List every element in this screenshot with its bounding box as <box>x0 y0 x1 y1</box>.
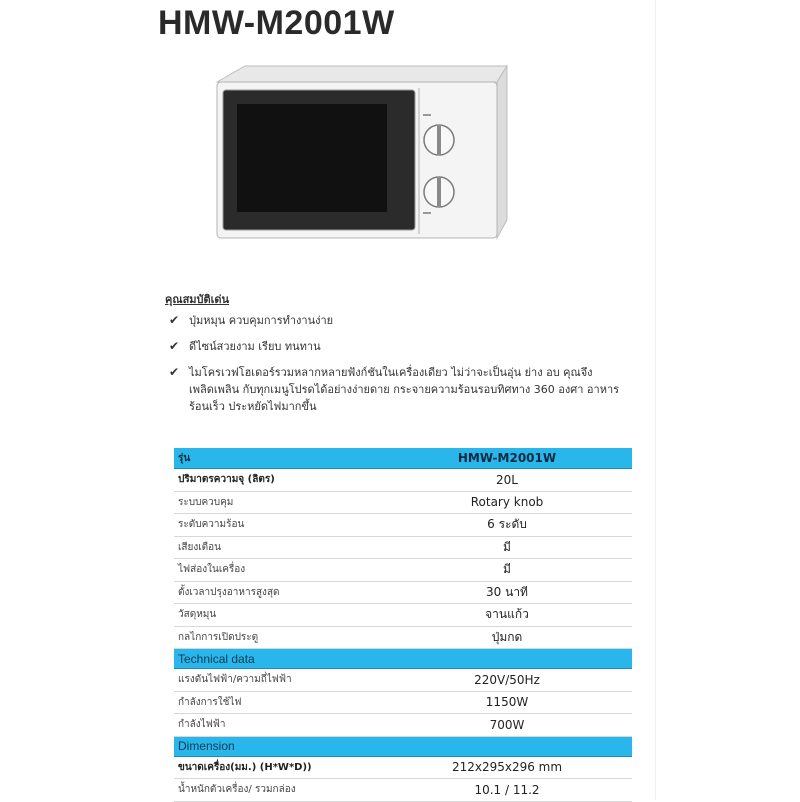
table-row <box>174 581 632 604</box>
technical-data-heading-row <box>174 649 632 669</box>
spec-label: ปริมาตรความจุ (ลิตร) <box>174 469 382 492</box>
spec-label: ระดับความร้อน <box>174 514 382 537</box>
product-title: HMW-M2001W <box>158 4 395 42</box>
spec-value: 30 นาที <box>382 581 632 604</box>
features-section <box>165 290 635 424</box>
spec-label: ขนาดเครื่อง(มม.) (H*W*D)) <box>174 756 382 779</box>
feature-item <box>165 338 635 355</box>
dimension-heading: Dimension <box>174 736 632 756</box>
spec-label: ระบบควบคุม <box>174 491 382 514</box>
spec-value: 20L <box>382 469 632 492</box>
table-row <box>174 779 632 802</box>
technical-data-heading: Technical data <box>174 649 632 669</box>
table-row <box>174 536 632 559</box>
spec-value: Rotary knob <box>382 491 632 514</box>
feature-text: ไมโครเวฟโฮเดอร์รวมหลากหลายฟังก์ชันในเครื่องเดียว ไม่ว่าจะเป็นอุ่น ย่าง อบ คุณจึงเพลิดเพลิน กับทุกเมนูโปรดได้อย่างง่ายดาย กระจายความร้อนรอบทิศทาง 360 องศา อาหารร้อนเร็ว ประหยัดไฟมากขึ้น <box>189 366 620 413</box>
table-row <box>174 714 632 737</box>
spec-label: น้ำหนักตัวเครื่อง/ รวมกล่อง <box>174 779 382 802</box>
checkmark-icon: ✔ <box>169 339 180 353</box>
divider <box>655 0 656 800</box>
spec-label: แรงดันไฟฟ้า/ความถี่ไฟฟ้า <box>174 669 382 692</box>
spec-value: จานแก้ว <box>382 604 632 627</box>
spec-label: กำลังการใช้ไฟ <box>174 691 382 714</box>
spec-value: 212x295x296 mm <box>382 756 632 779</box>
spec-value: 10.1 / 11.2 <box>382 779 632 802</box>
spec-value: 1150W <box>382 691 632 714</box>
table-row <box>174 756 632 779</box>
table-row <box>174 691 632 714</box>
microwave-image <box>205 60 525 260</box>
table-row <box>174 469 632 492</box>
spec-value: มี <box>382 559 632 582</box>
spec-label: ตั้งเวลาปรุงอาหารสูงสุด <box>174 581 382 604</box>
spec-label: เสียงเตือน <box>174 536 382 559</box>
checkmark-icon: ✔ <box>169 365 180 379</box>
checkmark-icon: ✔ <box>169 313 180 327</box>
spec-header-label: รุ่น <box>174 448 382 469</box>
spec-table <box>174 448 632 802</box>
table-row <box>174 669 632 692</box>
spec-value: มี <box>382 536 632 559</box>
feature-item <box>165 312 635 329</box>
dimension-heading-row <box>174 736 632 756</box>
spec-header-value: HMW-M2001W <box>382 448 632 469</box>
table-row <box>174 514 632 537</box>
table-row <box>174 604 632 627</box>
feature-text: ปุ่มหมุน ควบคุมการทำงานง่าย <box>189 314 334 327</box>
spec-value: 220V/50Hz <box>382 669 632 692</box>
feature-text: ดีไซน์สวยงาม เรียบ ทนทาน <box>189 340 321 353</box>
spec-label: ไฟส่องในเครื่อง <box>174 559 382 582</box>
features-heading: คุณสมบัติเด่น <box>165 293 230 306</box>
feature-item <box>165 364 635 415</box>
spec-value: 6 ระดับ <box>382 514 632 537</box>
table-row <box>174 626 632 649</box>
spec-value: ปุ่มกด <box>382 626 632 649</box>
spec-value: 700W <box>382 714 632 737</box>
spec-label: กลไกการเปิดประตู <box>174 626 382 649</box>
spec-header-row <box>174 448 632 469</box>
spec-label: วัสดุหมุน <box>174 604 382 627</box>
table-row <box>174 491 632 514</box>
spec-label: กำลังไฟฟ้า <box>174 714 382 737</box>
table-row <box>174 559 632 582</box>
